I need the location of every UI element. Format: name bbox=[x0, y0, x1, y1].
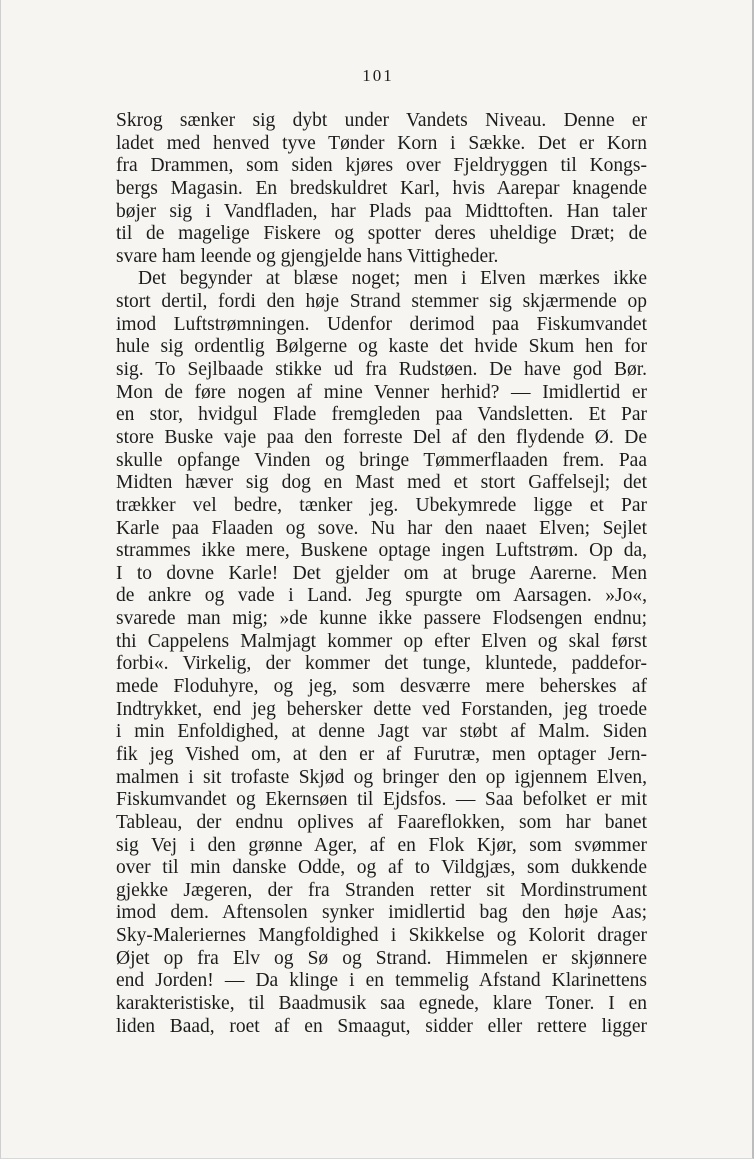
text-line: malmen i sit trofaste Skjød og bringer den op igjennem Elven, bbox=[116, 766, 647, 788]
text-line: bergs Magasin. En bredskuldret Karl, hvis Aarepar knagende bbox=[116, 177, 647, 199]
body-text bbox=[116, 110, 647, 1038]
text-line: strammes ikke mere, Buskene optage ingen Luftstrøm. Op da, bbox=[116, 540, 647, 562]
text-line: bøjer sig i Vandfladen, har Plads paa Midttoften. Han taler bbox=[116, 200, 647, 222]
text-line: ladet med henved tyve Tønder Korn i Sække. Det er Korn bbox=[116, 132, 647, 154]
text-line: liden Baad, roet af en Smaagut, sidder eller rettere ligger bbox=[116, 1015, 647, 1037]
text-line: fik jeg Vished om, at den er af Furutræ, men optager Jern- bbox=[116, 743, 647, 765]
text-line: stort dertil, fordi den høje Strand stemmer sig skjærmende op bbox=[116, 291, 647, 313]
text-line: til de magelige Fiskere og spotter deres uheldige Dræt; de bbox=[116, 223, 647, 245]
text-line: mede Floduhyre, og jeg, som desværre mere beherskes af bbox=[116, 676, 647, 698]
text-line: skulle opfange Vinden og bringe Tømmerflaaden frem. Paa bbox=[116, 449, 647, 471]
text-line: i min Enfoldighed, at denne Jagt var støbt af Malm. Siden bbox=[116, 721, 647, 743]
text-line: imod dem. Aftensolen synker imidlertid bag den høje Aas; bbox=[116, 902, 647, 924]
text-line: Skrog sænker sig dybt under Vandets Niveau. Denne er bbox=[116, 110, 647, 131]
text-line: trækker vel bedre, tænker jeg. Ubekymrede ligge et Par bbox=[116, 494, 647, 516]
page-number: 101 bbox=[362, 66, 394, 85]
text-line: fra Drammen, som siden kjøres over Fjeldryggen til Kongs- bbox=[116, 155, 647, 177]
text-line: end Jorden! — Da klinge i en temmelig Afstand Klarinettens bbox=[116, 970, 647, 992]
text-line: imod Luftstrømningen. Udenfor derimod paa Fiskumvandet bbox=[116, 313, 647, 335]
text-line: hule sig ordentlig Bølgerne og kaste det hvide Skum hen for bbox=[116, 336, 647, 358]
text-line: Mon de føre nogen af mine Venner herhid? — Imidlertid er bbox=[116, 381, 647, 403]
text-line: Øjet op fra Elv og Sø og Strand. Himmelen er skjønnere bbox=[116, 947, 647, 969]
text-line: svare ham leende og gjengjelde hans Vittigheder. bbox=[116, 245, 499, 267]
text-line: thi Cappelens Malmjagt kommer op efter Elven og skal først bbox=[116, 630, 647, 652]
text-line: svarede man mig; »de kunne ikke passere Flodsengen endnu; bbox=[116, 608, 647, 630]
text-line: Det begynder at blæse noget; men i Elven mærkes ikke bbox=[138, 268, 647, 290]
text-line: Sky-Maleriernes Mangfoldighed i Skikkelse og Kolorit drager bbox=[116, 925, 647, 947]
text-line: en stor, hvidgul Flade fremgleden paa Vandsletten. Et Par bbox=[116, 404, 647, 426]
text-line: Indtrykket, end jeg behersker dette ved Forstanden, jeg troede bbox=[116, 698, 647, 720]
text-line: Midten hæver sig dog en Mast med et stort Gaffelsejl; det bbox=[116, 472, 647, 494]
text-line: over til min danske Odde, og af to Vildgjæs, som dukkende bbox=[116, 857, 647, 879]
text-line: sig Vej i den grønne Ager, af en Flok Kjør, som svømmer bbox=[116, 834, 647, 856]
text-line: Tableau, der endnu oplives af Faareflokken, som har banet bbox=[116, 811, 647, 833]
text-line: forbi«. Virkelig, der kommer det tunge, kluntede, paddefor- bbox=[116, 653, 647, 675]
text-line: Fiskumvandet og Ekernsøen til Ejdsfos. — Saa befolket er mit bbox=[116, 789, 647, 811]
text-line: de ankre og vade i Land. Jeg spurgte om Aarsagen. »Jo«, bbox=[116, 585, 647, 607]
text-line: I to dovne Karle! Det gjelder om at bruge Aarerne. Men bbox=[116, 562, 647, 584]
text-line: gjekke Jægeren, der fra Stranden retter sit Mordinstrument bbox=[116, 879, 647, 901]
text-line: sig. To Sejlbaade stikke ud fra Rudstøen. De have god Bør. bbox=[116, 359, 647, 381]
text-line: store Buske vaje paa den forreste Del af den flydende Ø. De bbox=[116, 426, 647, 448]
text-line: karakteristiske, til Baadmusik saa egnede, klare Toner. I en bbox=[116, 992, 647, 1014]
text-line: Karle paa Flaaden og sove. Nu har den naaet Elven; Sejlet bbox=[116, 517, 647, 539]
